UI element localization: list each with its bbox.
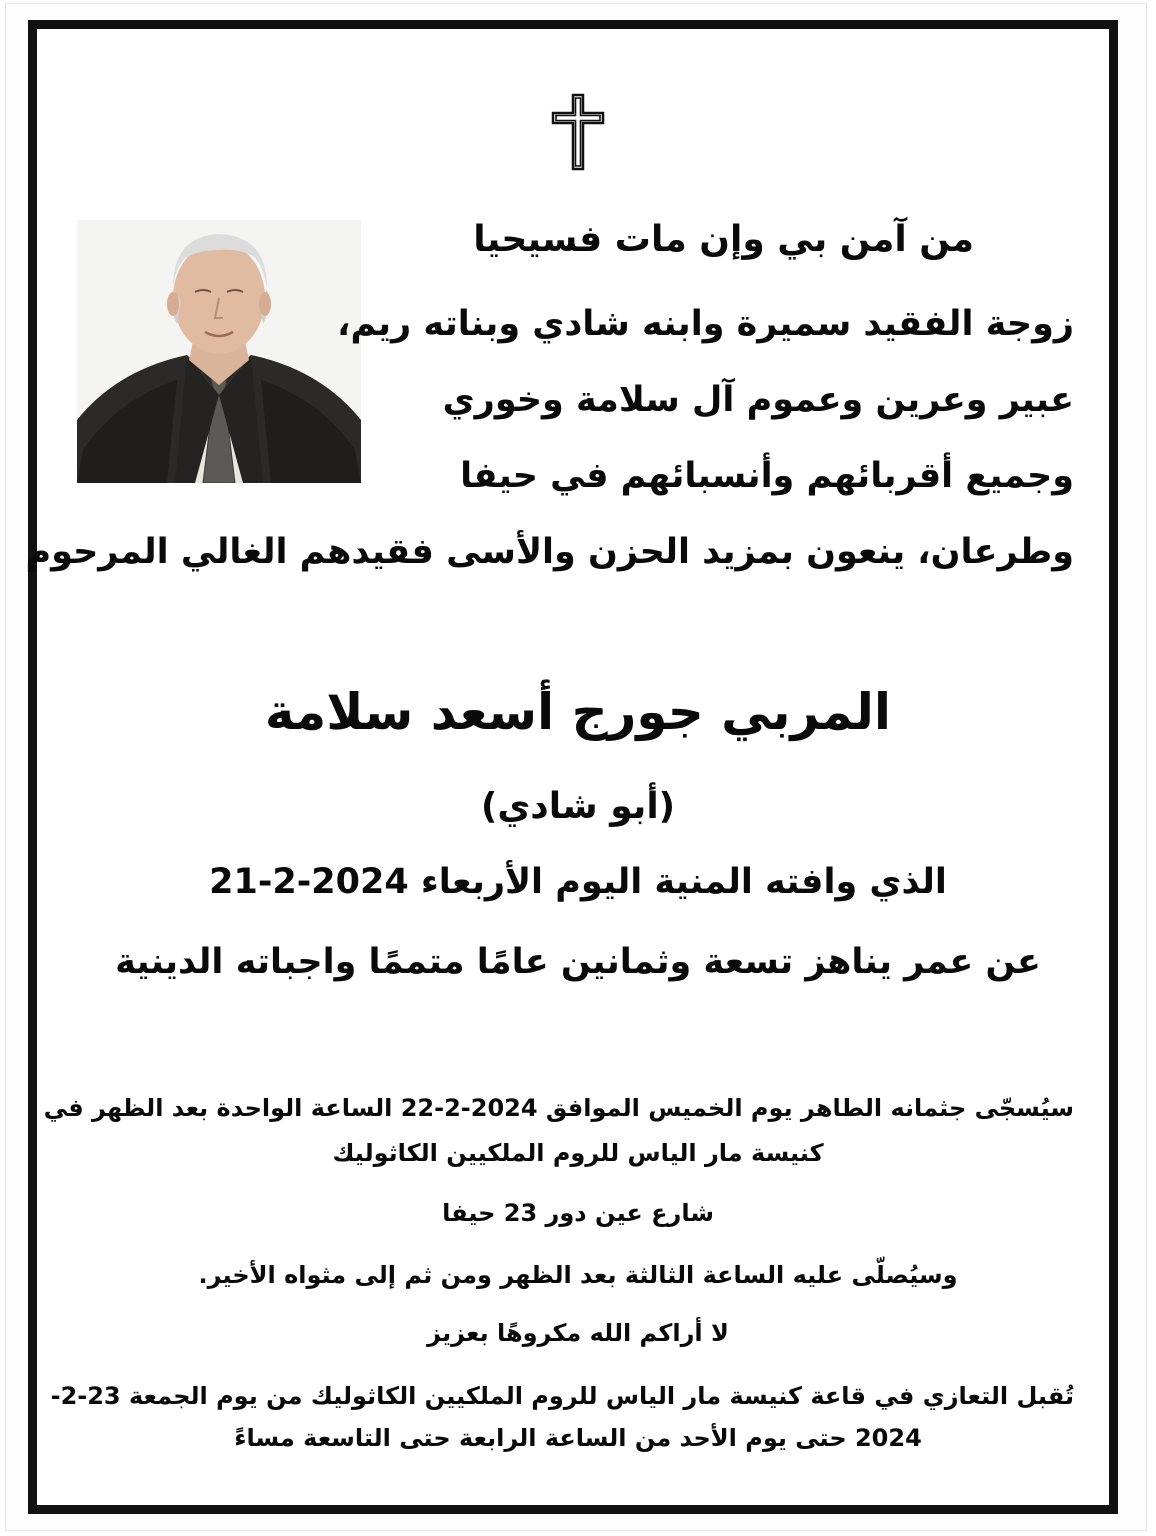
scripture-verse: من آمن بي وإن مات فسيحيا xyxy=(473,219,974,260)
condolence-wish: لا أراكم الله مكروهًا بعزيز xyxy=(427,1319,729,1347)
deceased-name: المربي جورج أسعد سلامة xyxy=(264,683,892,741)
family-line-2: عبير وعرين وعموم آل سلامة وخوري xyxy=(442,380,1074,420)
condolence-line-2: 2024 حتى يوم الأحد من الساعة الرابعة حتى التاسعة مساءً xyxy=(234,1424,922,1452)
family-line-3: وجميع أقربائهم وأنسبائهم في حيفا xyxy=(460,456,1074,496)
family-line-1: زوجة الفقيد سميرة وابنه شادي وبناته ريم، xyxy=(337,304,1074,344)
age-line: عن عمر يناهز تسعة وثمانين عامًا متممًا واجباته الدينية xyxy=(115,942,1041,982)
church-address: شارع عين دور 23 حيفا xyxy=(442,1199,714,1227)
prayer-line: وسيُصلّى عليه الساعة الثالثة بعد الظهر ومن ثم إلى مثواه الأخير. xyxy=(198,1261,958,1289)
deceased-nickname: (أبو شادي) xyxy=(480,786,676,827)
family-line-4: وطرعان، ينعون بمزيد الحزن والأسى فقيدهم الغالي المرحوم xyxy=(25,532,1074,572)
death-date-line: الذي وافته المنية اليوم الأربعاء 2024-2-21 xyxy=(209,862,947,902)
portrait-photo xyxy=(77,220,361,483)
cross-icon xyxy=(550,93,606,171)
funeral-line-1: سيُسجّى جثمانه الطاهر يوم الخميس الموافق 2024-2-22 الساعة الواحدة بعد الظهر في xyxy=(43,1094,1074,1122)
funeral-line-2: كنيسة مار الياس للروم الملكيين الكاثوليك xyxy=(332,1139,824,1167)
condolence-line-1: تُقبل التعازي في قاعة كنيسة مار الياس للروم الملكيين الكاثوليك من يوم الجمعة 23-2- xyxy=(50,1382,1074,1410)
